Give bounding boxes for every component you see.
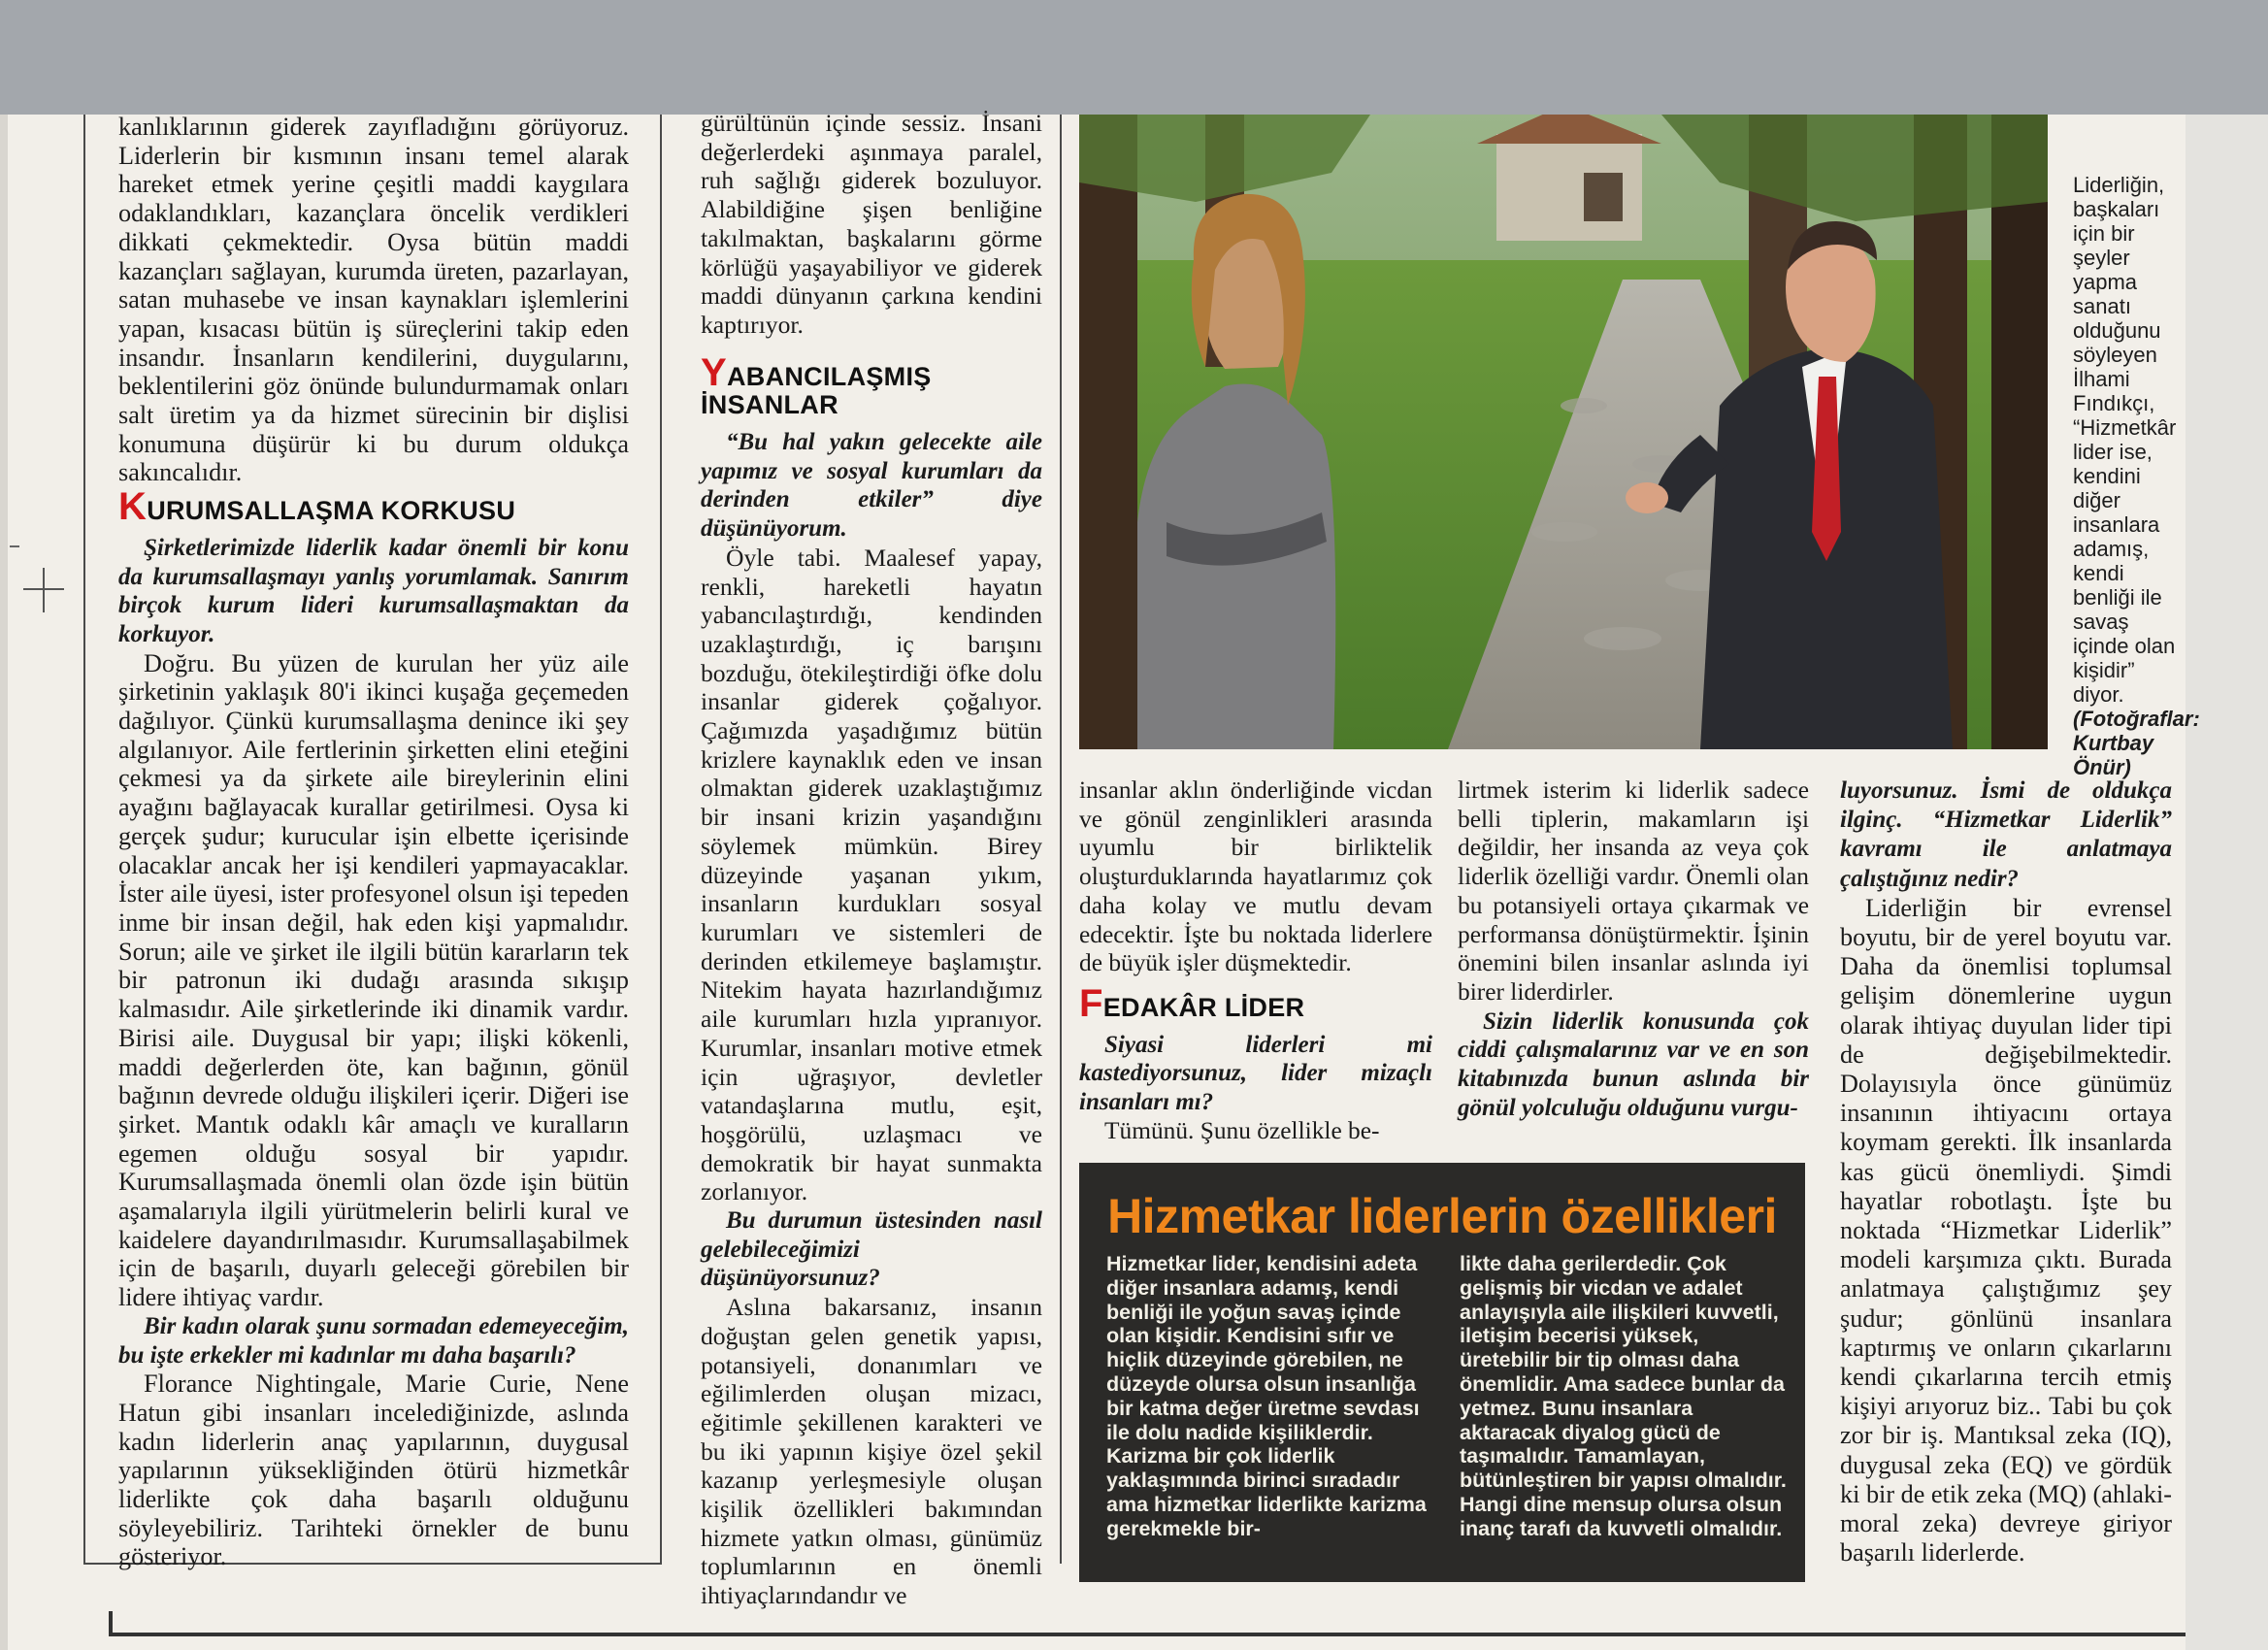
- body-paragraph: Öyle tabi. Maalesef yapay, renkli, hareketli hayatın yabancılaştırdığı, kendinden uzaklaştırdığı, iç barışını bozduğu, ötekileştirdiği öfke dolu insanlar giderek çoğalıyor. Çağımızda yaşadığımız bütün krizlere kaynaklık eden ve insan olmaktan giderek uzaklaştığımız bir insani krizin yaşandığını söylemek mümkün. Birey düzeyinde yaşanan yıkım, insanların kurdukları sosyal kurumları ve sistemleri de derinden etkilemeye başlamıştır. Nitekim hayata hazırlandığımız aile kurumları hızla yıpranıyor. Kurumlar, insanları motive etmek için uğraşıyor, devletler vatandaşlarına mutlu, eşit, hoşgörülü, uzlaşmacı ve demokratik bir hayat sunmakta zorlanıyor.: [701, 543, 1042, 1206]
- body-paragraph: Florance Nightingale, Marie Curie, Nene Hatun gibi insanları incelediğinizde, aslında kadın liderlerin anaç yapılarının, duygusal yapılarının yüksekliğinden ötürü hizmetkâr liderlikte çok daha başarılı olduğunu söyleyebiliriz. Tarihteki örnekler de bunu gösteriyor.: [118, 1370, 629, 1571]
- heading-text: URUMSALLAŞMA KORKUSU: [147, 496, 516, 526]
- heading-text: ABANCILAŞMIŞ İNSANLAR: [701, 361, 932, 420]
- sidebar-box: [1079, 1163, 1805, 1582]
- article-column-5: [1840, 776, 2172, 1568]
- scanner-background: [0, 0, 2268, 115]
- body-paragraph: lirtmek isterim ki liderlik sadece belli tiplerin, makamların işi değildir, her insanda az veya çok liderlik özelliği vardır. Önemli olan bu potansiyeli ortaya çıkarmak ve performansa dönüştürmektir. İşinin önemini bilen insanlar aslında iyi birer liderdirler.: [1458, 776, 1809, 1006]
- body-paragraph: Liderliğin bir evrensel boyutu, bir de yerel boyutu var. Daha da önemlisi toplumsal gelişim dönemlerine uygun olarak ihtiyaç duyulan lider tipi de değişebilmektedir. Dolayısıyla önce günümüz insanının ihtiyacını ortaya koymam gerekti. İlk insanlarda kas gücü önemliydi. Şimdi hayatlar robotlaştı. İşte bu noktada “Hizmetkar Liderlik” modeli karşımıza çıktı. Burada anlatmaya çalıştığımız şey şudur; gönlünü insanlara kaptırmış ve onların çıkarlarını kendi çıkarlarına tercih etmiş kişiyi arıyoruz biz.. Tabi bu çok zor bir iş. Mantıksal zeka (IQ), duygusal zeka (EQ) ve gördük ki bir de etik zeka (MQ) (ahlaki-moral zeka) devreye giriyor başarılı liderlerde.: [1840, 893, 2172, 1568]
- column-rule-2: [1060, 115, 1062, 1564]
- crop-mark-horizontal: [23, 588, 64, 590]
- photo-credit: (Fotoğraflar: Kurtbay Önür): [2073, 707, 2200, 779]
- interview-question: luyorsunuz. İsmi de oldukça ilginç. “Hizmetkar Liderlik” kavramı ile anlatmaya çalıştığınız nedir?: [1840, 777, 2172, 892]
- body-paragraph: gürültünün içinde sessiz. İnsani değerlerdeki aşınmaya paralel, ruh sağlığı giderek bozuluyor. Alabildiğine şişen benliğine takılmaktan, başkalarını görme körlüğü yaşayabiliyor ve giderek maddi dünyanın çarkına kendini kaptırıyor.: [701, 109, 1042, 339]
- heading-initial: K: [118, 485, 148, 529]
- interview-question: “Bu hal yakın gelecekte aile yapımız ve sosyal kurumları da derinden etkiler” diye düşünüyorum.: [701, 429, 1042, 543]
- sidebar-text-right: likte daha gerilerdedir. Çok gelişmiş bir vicdan ve adalet anlayışıyla aile ilişkileri kuvvetli, iletişim becerisi yüksek, üretebilir bir tip olması daha önemlidir. Ama sadece bunlar da yetmez. Bunu insanlara aktaracak diyalog gücü de taşımalıdır. Tamamlayan, bütünleştiren bir yapısı olmalıdır. Hangi dine mensup olursa olsun inanç tarafı da kuvvetli olmalıdır.: [1460, 1252, 1787, 1540]
- interview-question: Şirketlerimizde liderlik kadar önemli bir konu da kurumsallaşmayı yanlış yorumlamak. Sanırım birçok kurum lideri kurumsallaşmaktan da korkuyor.: [118, 534, 629, 647]
- photo-illustration: [1079, 115, 2048, 749]
- interview-question: Bu durumun üstesinden nasıl gelebileceğimizi düşünüyorsunuz?: [701, 1207, 1042, 1292]
- heading-initial: Y: [701, 350, 727, 394]
- article-column-4: [1458, 776, 1809, 1122]
- body-paragraph: Doğru. Bu yüzen de kurulan her yüz aile şirketinin yaklaşık 80'i ikinci kuşağa geçemeden dağılıyor. Çünkü kurumsallaşma denince iki şey algılanıyor. Aile fertlerinin şirketten elini eteğini çekmesi ya da şirkete aile bireylerinin elini ayağını bağlayacak kurallar getirilmesi. Oysa ki gerçek şudur; kurucular işin elbette içerisinde olacaklar ancak her işi kendileri yapmayacaklar. İster aile üyesi, ister profesyonel olsun işi tepeden inme bir insan değil, hak eden kişi yapmalıdır. Sorun; aile ve şirket ile ilgili bütün kararların tek bir patronun iki dudağı arasında sıkışıp kalmasıdır. Aile şirketlerinde iki dinamik vardır. Birisi aile. Duygusal bir yapı; ilişki kökenli, maddi değerlerden öte, kan bağının, gönül bağının devrede olduğu ilişkileri içerir. Diğeri ise şirket. Mantık odaklı kâr amaçlı ve kuralların egemen olduğu sosyal bir yapıdır. Kurumsallaşmada önemli olan özde işin bütün aşamalarıyla ilgili yürütmelerin belirli kural ve kaidelere dayandırılmasıdır. Kurumsallaşabilmek için de başarılı, duyarlı geleceği görebilen bir lidere ihtiyaç vardır.: [118, 648, 629, 1312]
- page-right-edge: [2186, 115, 2268, 1650]
- sidebar-text-left: Hizmetkar lider, kendisini adeta diğer insanlara adamış, kendi benliği ile yoğun savaş içinde olan kişidir. Kendisini sıfır ve hiçlik düzeyinde görebilen, ne düzeyde olursa olsun insanlığa bir katma değer üretme sevdası ile dolu nadide kişiliklerdir. Karizma bir çok liderlik yaklaşımında birinci sıradadır ama hizmetkar liderlikte karizma gerekmekle bir-: [1106, 1252, 1427, 1540]
- caption-text: Liderliğin, başkaları için bir şeyler yapma sanatı olduğunu söyleyen İlhami Fındıkçı, “Hizmetkâr lider ise, kendini diğer insanlara adamış, kendi benliği ile savaş içinde olan kişidir” diyor.: [2073, 173, 2177, 707]
- article-column-3: [1079, 776, 1432, 1145]
- body-paragraph: insanlar aklın önderliğinde vicdan ve gönül zenginlikleri arasında uyumlu bir birliktelik oluşturduklarında hayatlarımız çok daha kolay ve mutlu devam edecektir. İşte bu noktada liderlere de büyük işler düşmektedir.: [1079, 776, 1432, 977]
- heading-text: EDAKÂR LİDER: [1102, 992, 1305, 1022]
- section-heading: [118, 485, 629, 529]
- body-paragraph: Tümünü. Şunu özellikle be-: [1104, 1116, 1380, 1144]
- registration-tick: [10, 545, 19, 547]
- interview-photo: [1079, 115, 2048, 749]
- column-rule-left: [83, 115, 85, 1564]
- body-paragraph: kanlıklarının giderek zayıfladığını görüyoruz. Liderlerin bir kısmının insanı temel alarak hareket etmek yerine çeşitli maddi kaygılara odaklandıkları, kazançlara öncelik verdikleri dikkati çekmektedir. Oysa bütün maddi kazançları sağlayan, kurumda üreten, pazarlayan, satan muhasebe ve insan kaynakları işlemlerini yapan, kısacası bütün iş süreçlerini takip eden insandır. İnsanların kendilerini, duygularını, beklentilerini göz önünde bulundurmamak onları salt üretim ya da hizmet sürecinin bir dişlisi konumuna düşürür ki bu durum oldukça sakıncalıdır.: [118, 113, 629, 487]
- sidebar-title: Hizmetkar liderlerin özellikleri: [1107, 1189, 1777, 1243]
- heading-initial: F: [1079, 981, 1103, 1025]
- photo-caption: [2073, 173, 2200, 779]
- column-rule-1: [660, 115, 662, 1564]
- article-column-1: [118, 113, 629, 1571]
- crop-mark-vertical: [43, 568, 45, 612]
- interview-question: Bir kadın olarak şunu sormadan edemeyeceğim, bu işte erkekler mi kadınlar mı daha başarılı?: [118, 1312, 629, 1369]
- page-bottom-rule: [109, 1633, 2186, 1636]
- section-heading: [701, 350, 1042, 420]
- body-paragraph: Aslına bakarsanız, insanın doğuştan gelen genetik yapısı, potansiyeli, donanımları ve eğilimlerden oluşan mizacı, eğitimle şekillenen karakteri ve bu iki yapının kişiye özel şekil kazanıp yerleşmesiyle oluşan kişilik özellikleri bakımından hizmete yatkın olması, günümüz toplumlarının en önemli ihtiyaçlarındandır ve: [701, 1293, 1042, 1610]
- interview-question: Sizin liderlik konusunda çok ciddi çalışmalarınız var ve en son kitabınızda bunun aslında bir gönül yolculuğu olduğunu vurgu-: [1458, 1007, 1809, 1121]
- section-heading: [1079, 981, 1432, 1025]
- page-left-edge: [0, 115, 8, 1650]
- article-column-2: [701, 109, 1042, 1610]
- interview-question: Siyasi liderleri mi kastediyorsunuz, lider mizaçlı insanları mı?: [1079, 1031, 1432, 1116]
